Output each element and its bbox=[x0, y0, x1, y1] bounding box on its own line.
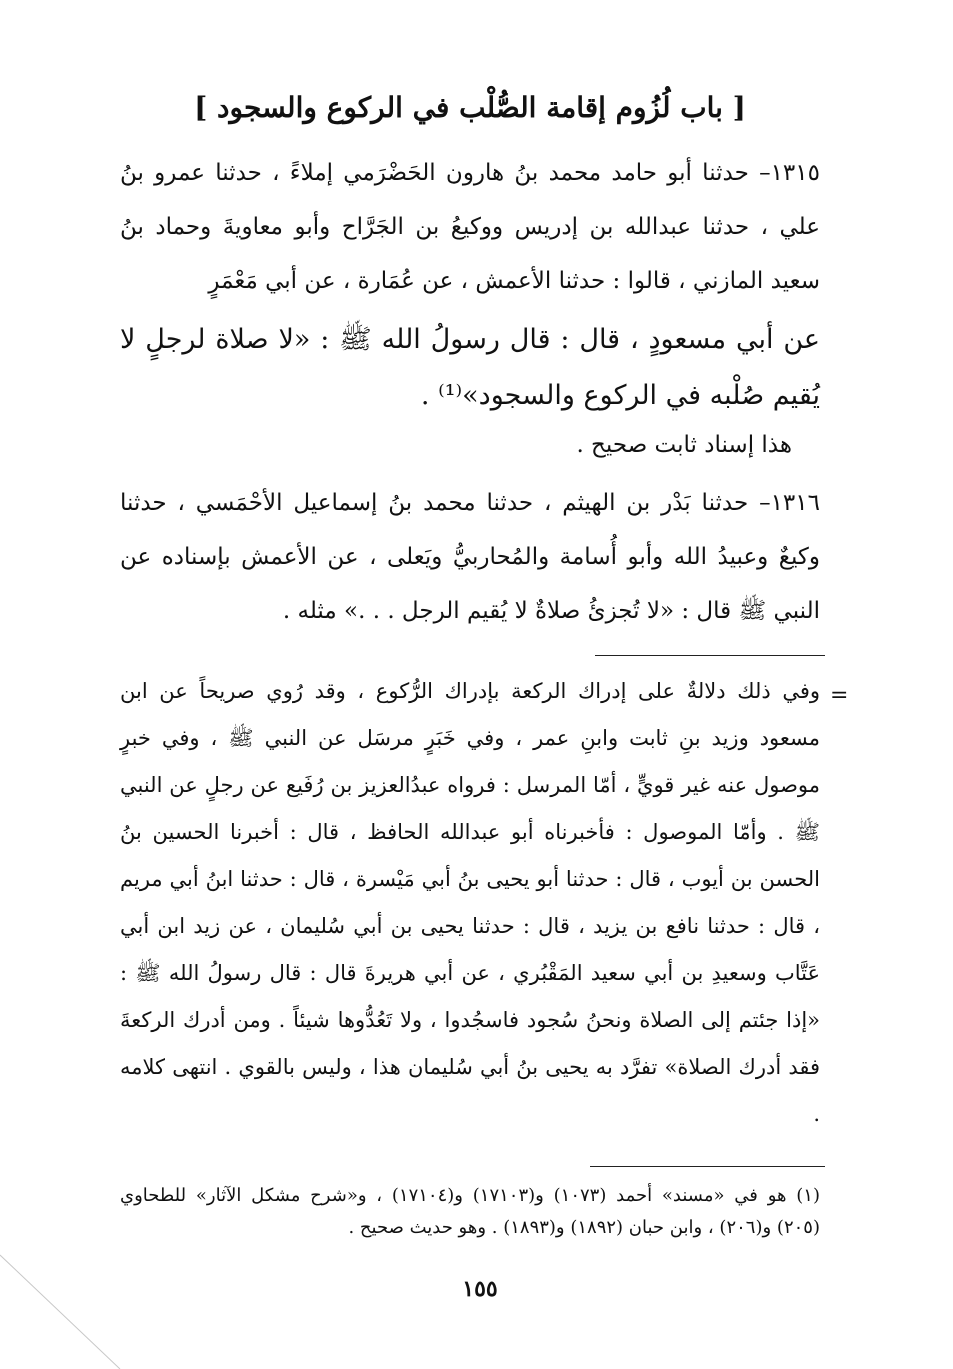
continued-note: وفي ذلك دلالةٌ على إدراك الركعة بإدراك الرُّكوع ، وقد رُوي صريحاً عن ابن مسعود وزيد بنِ ثابت وابنِ عمر ، وفي خَبَرٍ مرسَل عن النبي ﷺ ، وفي خبرٍ موصول عنه غير قويٍّ ، أمّا المرسل : فرواه عبدُالعزيز بن رُفَيع عن رجلٍ عن النبي ﷺ . وأمّا الموصول : فأخبرناه أبو عبدالله الحافظ ، قال : أخبرنا الحسين بنُ الحسن بن أيوب ، قال : حدثنا أبو يحيى بنُ أبي مَيْسرة ، قال : حدثنا ابنُ أبي مريم ، قال : حدثنا نافع بن يزيد ، قال : حدثنا يحيى بن أبي سُليمان ، عن زيد ابن أبي عَتَّاب وسعيدِ بن أبي سعيد المَقْبُري ، عن أبي هريرةَ قال : قال رسولُ الله ﷺ : «إذا جئتم إلى الصلاة ونحنُ سُجود فاسجُدوا ، ولا تَعُدُّوها شيئاً . ومن أدرك الركعةَ فقد أدرك الصلاة» تفرَّد به يحيى بنُ أبي سُليمان هذا ، وليس بالقوي . انتهى كلامه . bbox=[120, 679, 820, 1126]
hadith-1315-isnad: ١٣١٥– حدثنا أبو حامد محمد بنُ هارون الحَضْرَمي إملاءً ، حدثنا عمرو بنُ علي ، حدثنا عبدالله بن إدريس ووكيعُ بن الجَرَّاح وأبو معاويةَ وحماد بنُ سعيد المازني ، قالوا : حدثنا الأعمش ، عن عُمَارة ، عن أبي مَعْمَرٍ bbox=[120, 160, 820, 294]
page-number: ١٥٥ bbox=[462, 1276, 498, 1302]
hadith-1315-matn: عن أبي مسعودٍ ، قال : قال رسولُ الله ﷺ : «لا صلاة لرجلٍ لا يُقيم صُلْبه في الركوع والسجود»⁽¹⁾ . bbox=[120, 324, 820, 411]
separator-rule bbox=[595, 655, 825, 656]
chapter-title: [ باب لُزُوم إقامة الصُّلْب في الركوع والسجود ] bbox=[194, 91, 746, 124]
footnote-rule bbox=[590, 1166, 825, 1167]
continuation-mark: = bbox=[830, 683, 849, 708]
hadith-grading: هذا إسناد ثابت صحيح . bbox=[576, 432, 792, 458]
hadith-1316: ١٣١٦– حدثنا بَدْر بن الهيثم ، حدثنا محمد بنُ إسماعيل الأحْمَسي ، حدثنا وكيعٌ وعبيدُ الله وأبو أُسامة والمُحاربيُّ ويَعلى ، عن الأعمش بإسناده عن النبي ﷺ قال : «لا تُجزئُ صلاةٌ لا يُقيم الرجل . . .» مثله . bbox=[120, 490, 820, 624]
footnote: (١) هو في «مسند» أحمد (١٠٧٣) و(١٧١٠٣) و(١٧١٠٤) ، و«شرح مشكل الآثار» للطحاوي (٢٠٥) و(٢٠٦) ، وابن حبان (١٨٩٢) و(١٨٩٣) . وهو حديث صحيح . bbox=[120, 1185, 820, 1238]
